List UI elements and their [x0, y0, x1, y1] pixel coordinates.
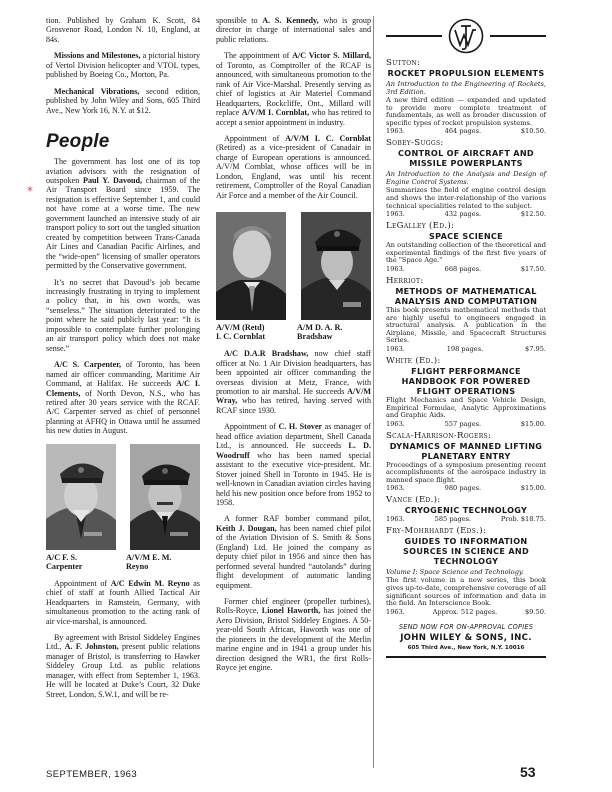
- paragraph-dougan: A former RAF bomber command pilot, Keith J. Dougan, has been named chief pilot of the Aviation Division of S. Smith & Sons (England) Ltd. He joined the company as deputy chief pilot in 1956 and since then has performed several hundred “autolands” during flight development of automatic landing equipment.: [216, 514, 371, 590]
- paragraph-kennedy: sponsible to A. S. Kennedy, who is group director in charge of international sales and public relations.: [216, 16, 372, 44]
- book-author: Fry-Mohrhardt (Eds.):: [386, 526, 487, 537]
- book-meta: [386, 515, 546, 524]
- book-meta: [386, 484, 546, 493]
- paragraph-cornblat: Appointment of A/V/M I. C. Cornblat (Retired) as a vice-president of Canadair in charge of European operations is announced. A/V/M Cornblat, whose offices will be in London, England, was until his recent retirement, Comptroller of the Royal Canadian Air Force and a member of the Air Council.: [216, 133, 371, 200]
- person-name: C. H. Stover: [278, 422, 323, 432]
- portrait-image: [130, 444, 200, 550]
- issue-date: SEPTEMBER, 1963: [46, 769, 138, 780]
- book-title: CRYOGENIC TECHNOLOGY: [404, 505, 528, 516]
- book-title: METHODS OF MATHEMATICAL ANALYSIS AND COMPUTATION: [394, 285, 538, 306]
- column-divider: [373, 16, 374, 768]
- book-entry: [386, 495, 546, 524]
- book-title: ROCKET PROPULSION ELEMENTS: [387, 68, 545, 78]
- column-left: [46, 16, 200, 706]
- paragraph-bradshaw: A/C D.A.R Bradshaw, now chief staff officer at No. 1 Air Division headquarters, has been appointed air officer commanding the overseas division at Metz, France, with promotion to air marshal. He succeeds A/V/M Wray, who has retired, having served with RCAF since 1930.: [216, 349, 372, 415]
- book-list: [386, 58, 546, 617]
- paragraph-davoud-2: It’s no secret that Davoud’s job became increasingly frustrating in trying to implement a policy that, in his own words, was “senseless.” The situation deteriorated to the point where he said publicly last year: “It is impossible to contemplate further prolonging an air transport policy which does not make sense.”: [46, 277, 200, 353]
- book-year: 1963.: [386, 127, 405, 136]
- book-price: $15.00.: [520, 484, 546, 493]
- book-author: Vance (Ed.):: [386, 495, 441, 506]
- person-name: A/C Victor S. Millard,: [292, 51, 371, 61]
- book-description: An outstanding collection of the theoretical and experimental findings of the first five years of the "Space Age.": [386, 241, 546, 265]
- photo-row: [46, 444, 200, 550]
- book-subtitle: An Introduction to the Engineering of Rockets, 3rd Edition.: [386, 80, 546, 96]
- person-name: A/C I. Clements,: [46, 379, 200, 398]
- book-pages: 980 pages.: [444, 484, 482, 493]
- book-pages: Approx. 512 pages.: [432, 607, 498, 616]
- person-name: A/V/M Wray,: [216, 386, 371, 406]
- logo-rule-left: [386, 35, 442, 37]
- paragraph-carpenter: A/C S. Carpenter, of Toronto, has been named air officer commanding, Maritime Air Command, at Halifax. He succeeds A/C I. Clements, of North Devon, N.S., who has retired after 30 years service with the RCAF. A/C Carpenter served as chief of personnel planning at AFHQ in Ottawa until he assumed his new duties in August.: [46, 360, 201, 436]
- book-meta: [386, 608, 546, 617]
- book-year: 1963.: [386, 484, 405, 493]
- publisher-address: 605 Third Ave., New York, N.Y. 10016: [407, 645, 525, 652]
- book-title: Missions and Milestones,: [54, 51, 141, 61]
- book-year: 1963.: [386, 419, 405, 428]
- book-price: $12.50.: [520, 210, 546, 219]
- photo-caption: A/M D. A. R. Bradshaw: [297, 323, 343, 342]
- logo-rule-right: [490, 35, 546, 37]
- book-meta: [386, 210, 546, 219]
- person-name: L. D. Woodruff: [216, 441, 371, 460]
- person-name: A/C Edwin M. Reyno: [110, 578, 190, 588]
- book-description: Summarizes the field of engine control design and shows the inter-relationship of the various technical specialities related to the subject.: [386, 186, 546, 210]
- photo-caption: A/V/M (Retd) I. C. Cornblat: [216, 323, 266, 342]
- book-description: The first volume in a new series, this book gives up-to-date, comprehensive coverage of all significant sources of information and data in the field. An Interscience Book.: [386, 576, 546, 608]
- book-year: 1963.: [386, 210, 405, 219]
- photo-carpenter: [46, 444, 116, 550]
- book-year: 1963.: [386, 515, 405, 524]
- book-meta: [386, 265, 546, 274]
- book-pages: 557 pages.: [444, 419, 482, 428]
- book-description: A new third edition — expanded and updated to provide more complete treatment of fundamentals, as well as broader discussion of specific types of rocket propulsion systems.: [386, 96, 546, 127]
- person-name: A/V/M I. Cornblat,: [241, 108, 310, 118]
- paragraph-reyno: Appointment of A/C Edwin M. Reyno as chief of staff at fourth Allied Tactical Air Headquarters in Ramstein, Germany, with simultaneous promotion to the acting rank of air vice-marshal, is announced.: [46, 578, 201, 626]
- page-number: 53: [520, 764, 536, 780]
- paragraph-mechanical: Mechanical Vibrations, second edition, published by John Wiley and Sons, 605 Third Ave., New York 16, N.Y. at $12.: [46, 86, 200, 115]
- column-middle: [216, 16, 371, 680]
- asterisk-mark-icon: *: [27, 184, 33, 198]
- paragraph-johnston: By agreement with Bristol Siddeley Engines Ltd., A. F. Johnston, present public relations manager of Bristol, is transferring to Hawker Siddeley Group Ltd. as public relations manager, with effect from September 1, 1963. He will be located at Duke’s Court, 32 Duke Street, London, S.W.1, and will be re-: [46, 633, 201, 699]
- book-pages: 198 pages.: [446, 344, 484, 353]
- photo-cornblat: [216, 212, 286, 320]
- book-entry: [386, 526, 546, 616]
- jw-monogram-logo-icon: [448, 18, 484, 54]
- section-title-people: People: [46, 131, 110, 153]
- book-author: LeGalley (Ed.):: [386, 221, 455, 232]
- book-title: SPACE SCIENCE: [428, 231, 504, 242]
- person-name: A/C D.A.R Bradshaw,: [224, 349, 309, 359]
- book-entry: [386, 276, 546, 354]
- logo-row: [386, 16, 546, 56]
- book-title: Mechanical Vibrations,: [54, 86, 140, 96]
- book-pages: 432 pages.: [444, 210, 482, 219]
- caption-row: [46, 550, 200, 571]
- book-title: CONTROL OF AIRCRAFT AND MISSILE POWERPLANTS: [398, 148, 534, 169]
- book-author: Sobey-Suggs:: [386, 138, 444, 149]
- wiley-advertisement: [386, 16, 546, 658]
- book-author: White (Ed.):: [386, 355, 441, 366]
- book-subtitle: An Introduction to the Analysis and Design of Engine Control Systems.: [386, 170, 546, 187]
- book-title: FLIGHT PERFORMANCE HANDBOOK FOR POWERED FLIGHT OPERATIONS: [401, 365, 531, 396]
- photo-reyno: [130, 444, 200, 550]
- person-name: Lionel Haworth,: [261, 606, 321, 616]
- book-year: 1963.: [386, 264, 405, 273]
- paragraph-davoud: The government has lost one of its top aviation advisors with the resignation of outspoken Paul Y. Davoud, chairman of the Air Transport Board since 1959. The resignation is effective September 1, and could not have come at a worse time. The new government launched an intensive study of air transport policy to sort out the tangled situation created by competition between Trans-Canada Air Lines and Canadian Pacific Airlines, and the “wide-open” licensing of smaller operators permitted by the Conservative government.: [46, 157, 201, 271]
- ad-bottom-rule: [386, 656, 546, 658]
- paragraph-missions: Missions and Milestones, a pictorial history of Vertol Division helicopter and VTOL types, published by Boeing Co., Morton, Pa.: [46, 51, 200, 80]
- photo-caption: A/C F. S. Carpenter: [46, 552, 83, 571]
- book-pages: 464 pages.: [444, 127, 482, 136]
- book-entry: [386, 58, 546, 136]
- paragraph-haworth: Former chief engineer (propeller turbines), Rolls-Royce, Lionel Haworth, has joined the Aero Division, Bristol Siddeley Engines. A 50-year-old South African, Haworth was one of the pioneers in the development of the Merlin marine engine and in 1941 a group under his direction designed the WR1, the first Rolls-Royce jet engine.: [216, 597, 371, 673]
- book-price: $17.50.: [520, 264, 546, 273]
- book-year: 1963.: [386, 607, 405, 616]
- book-entry: [386, 221, 546, 274]
- photo-row: [216, 212, 371, 320]
- person-name: A/V/M I. C. Cornblat: [285, 133, 371, 143]
- book-pages: 668 pages.: [444, 264, 482, 273]
- book-author: Scala-Harrison-Rogers:: [386, 430, 492, 441]
- book-author: Sutton:: [386, 58, 421, 68]
- paragraph-stover: Appointment of C. H. Stover as manager of head office aviation department, Shell Canada Ltd., is announced. He succeeds L. D. Woodruff who has been named special assistant to the executive vice-president. Mr. Stover joined Shell in Toronto in 1945. He is well-known in Canadian aviation circles having held his new position once before from 1952 to 1958.: [216, 422, 371, 507]
- paragraph-intro-continuation: tion. Published by Graham K. Scott, 84 Grosvenor Road, London N. 10, England, at 84s.: [46, 16, 200, 44]
- book-title: DYNAMICS OF MANNED LIFTING PLANETARY ENTRY: [389, 440, 543, 461]
- book-meta: [386, 420, 546, 429]
- book-price: $7.95.: [525, 344, 546, 353]
- portrait-image: [301, 212, 371, 320]
- book-price: $9.50.: [525, 607, 546, 616]
- person-name: A. S. Kennedy,: [262, 16, 319, 25]
- book-year: 1963.: [386, 344, 405, 353]
- book-meta: [386, 345, 546, 354]
- portrait-image: [216, 212, 286, 320]
- book-description: This book presents mathematical methods that are highly useful to engineers engaged in structural analysis. A publication in the Airplane, Missile, and Spacecraft Structures Series.: [386, 305, 546, 345]
- person-name: Paul Y. Davoud,: [83, 175, 143, 185]
- book-subtitle: Volume I: Space Science and Technology.: [386, 568, 524, 577]
- photo-caption: A/V/M E. M. Reyno: [126, 552, 172, 571]
- book-price: $10.50.: [520, 127, 546, 136]
- photo-bradshaw: [301, 212, 371, 320]
- book-description: Proceedings of a symposium presenting recent accomplishments of the aerospace industry in manned space flight.: [386, 460, 546, 484]
- book-entry: [386, 356, 546, 429]
- book-pages: 585 pages.: [434, 515, 472, 524]
- caption-row: [216, 320, 371, 341]
- call-to-action: SEND NOW FOR ON-APPROVAL COPIES: [398, 622, 534, 631]
- publisher-name: JOHN WILEY & SONS, INC.: [400, 633, 532, 644]
- book-author: Herriot:: [386, 275, 424, 286]
- book-description: Flight Mechanics and Space Vehicle Design, Empirical Formulae, Analytic Approximations and Graphic Aids.: [386, 395, 546, 420]
- book-meta: [386, 127, 546, 136]
- book-entry: [386, 431, 546, 494]
- book-entry: [386, 138, 546, 219]
- person-name: A/C S. Carpenter,: [54, 360, 122, 370]
- book-title: GUIDES TO INFORMATION SOURCES IN SCIENCE AND TECHNOLOGY: [403, 536, 529, 567]
- person-name: A. F. Johnston,: [64, 642, 119, 652]
- person-name: Keith J. Dougan,: [216, 523, 277, 533]
- paragraph-millard: The appointment of A/C Victor S. Millard, of Toronto, as Comptroller of the RCAF is announced, with simultaneous promotion to the rank of Air Vice-Marshal. Presently serving as chief of logistics at Air Materiel Command Headquarters, Rockcliffe, Ont., Millard will replace A/V/M I. Cornblat, who has retired to accept a senior appointment in industry.: [216, 51, 371, 127]
- book-price: $15.00.: [520, 419, 546, 428]
- book-price: Prob. $18.75.: [500, 515, 546, 524]
- portrait-image: [46, 444, 116, 550]
